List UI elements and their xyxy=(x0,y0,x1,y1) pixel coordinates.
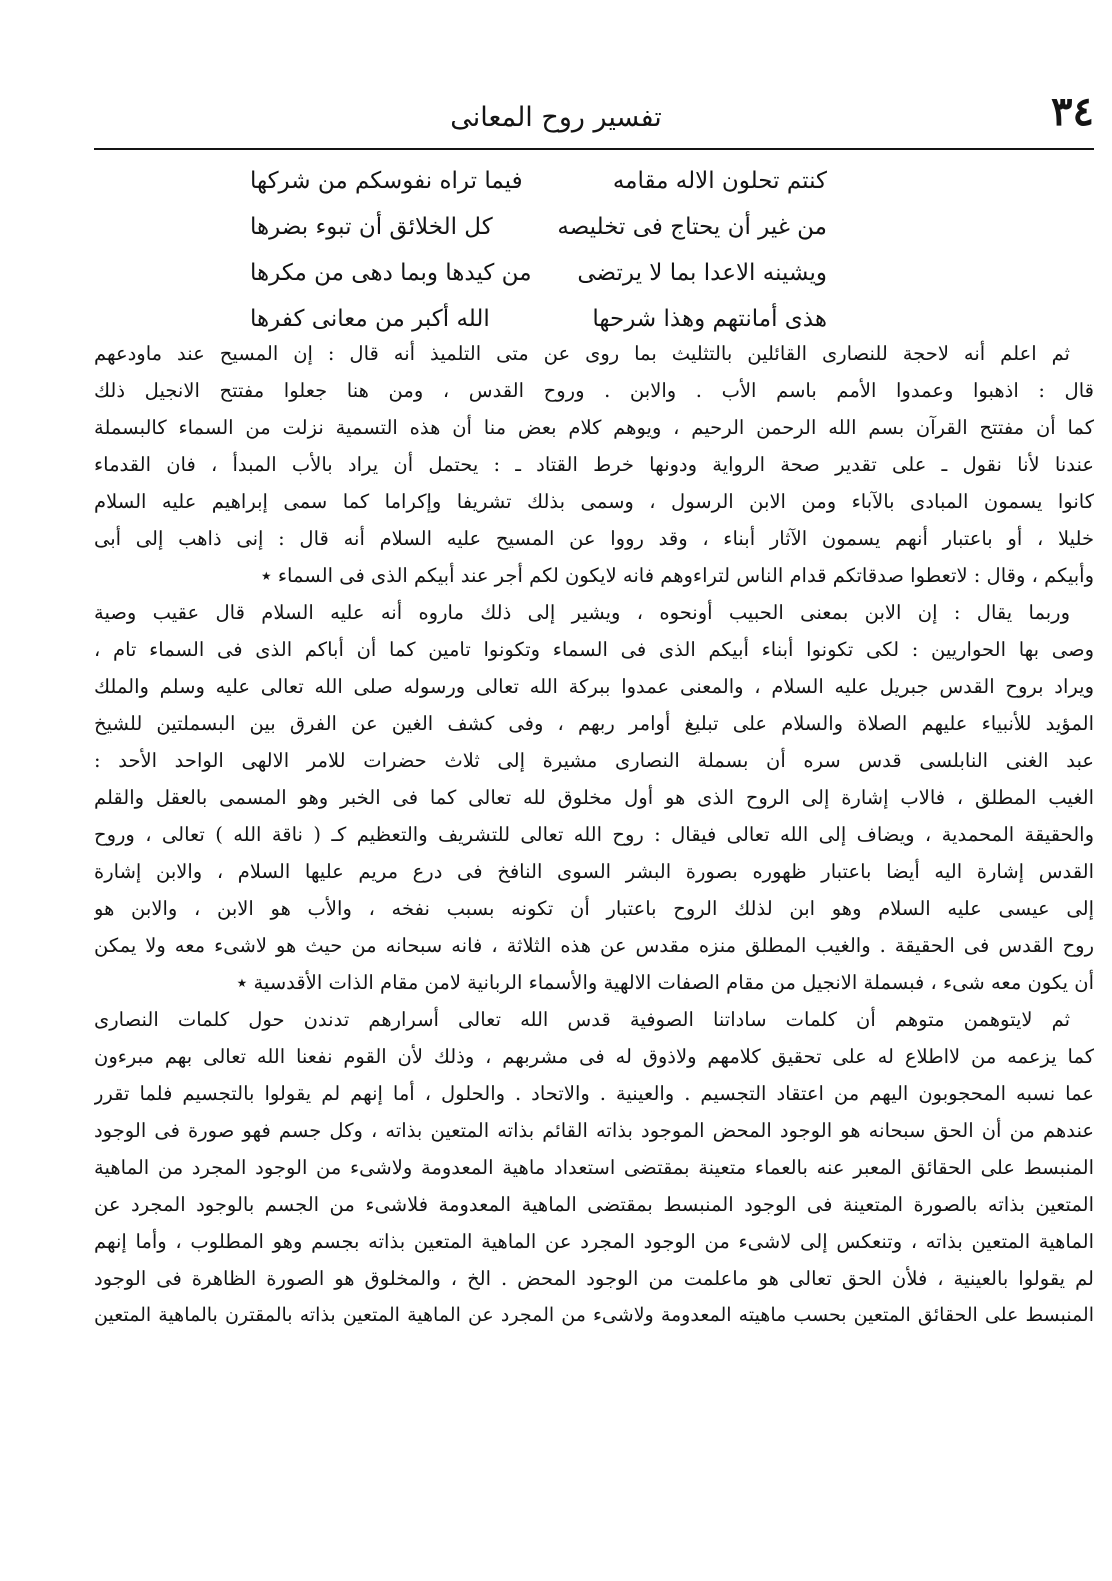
text-line: المنبسط على الحقائق المتعين بحسب ماهيته المعدومة ولاشىء من المجرد عن الماهية المتعين بذاته بالمقترن بالماهية المتعين xyxy=(94,1304,1094,1326)
poem-verse xyxy=(250,250,827,296)
text-line: كما أن مفتتح القرآن بسم الله الرحمن الرحيم ، ويوهم كلام بعض منا أن هذه التسمية نزلت من السماء كالبسملة xyxy=(94,416,1094,439)
text-line: أن يكون معه شىء ، فبسملة الانجيل من مقام الصفات الالهية والأسماء الربانية لامن مقام الذات الأقدسية ٭ xyxy=(236,971,1094,994)
verse-second-hemistich: من كيدها وبما دهى من مكرها xyxy=(250,260,532,286)
text-line: وربما يقال : إن الابن بمعنى الحبيب أونحوه ، ويشير إلى ذلك ماروه أنه عليه السلام قال عقيب وصية xyxy=(94,601,1070,624)
text-line: الماهية المتعين بذاته ، وتنعكس إلى لاشىء من الوجود المجرد عن الماهية المتعين بذاته بجسم وهو المطلوب ، وأما إنهم xyxy=(94,1230,1094,1253)
verse-first-hemistich: كنتم تحلون الاله مقامه xyxy=(612,168,827,194)
text-line: قال : اذهبوا وعمدوا الأمم باسم الأب . والابن . وروح القدس ، ومن هنا جعلوا مفتتح الانجيل ذلك xyxy=(94,379,1094,402)
verse-first-hemistich: من غير أن يحتاج فى تخليصه xyxy=(557,214,827,240)
text-line: كما يزعمه من لااطلاع له على تحقيق كلامهم ولاذوق له فى مشربهم ، وذلك لأن القوم نفعنا الله تعالى بهم مبرءون xyxy=(94,1045,1094,1068)
text-line: المؤيد للأنبياء عليهم الصلاة والسلام على تبليغ أوامر ربهم ، وفى كشف الغين عن الفرق بين البسملتين للشيخ xyxy=(94,712,1094,735)
text-line: ثم اعلم أنه لاحجة للنصارى القائلين بالتثليث بما روى عن متى التلميذ أنه قال : إن المسيح عند ماودعهم xyxy=(94,342,1070,365)
text-line: وصى بها الحواريين : لكى تكونوا أبناء أبيكم الذى فى السماء وتكونوا تامين كما أن أباكم الذى فى السماء تام ، xyxy=(94,638,1094,661)
body-text xyxy=(94,335,1094,1334)
poem-verse xyxy=(250,204,827,250)
page-number: ٣٤ xyxy=(1051,88,1094,135)
text-line: خليلا ، أو باعتبار أنهم يسمون الآثار أبناء ، وقد رووا عن المسيح عليه السلام أنه قال : إنى ذاهب إلى أبى xyxy=(94,527,1094,550)
running-title: تفسير روح المعانى xyxy=(450,102,662,133)
verse-second-hemistich: كل الخلائق أن تبوء بضرها xyxy=(250,214,493,240)
text-line: المتعين بذاته بالصورة المتعينة فى الوجود المنبسط بمقتضى الماهية المعدومة فلاشىء من الجسم بالوجود المجرد عن xyxy=(94,1193,1094,1216)
verse-second-hemistich: فيما تراه نفوسكم من شركها xyxy=(250,168,523,194)
text-line: عبد الغنى النابلسى قدس سره أن بسملة النصارى مشيرة إلى ثلاث حضرات للامر الالهى الواحد الأحد : xyxy=(94,749,1094,772)
header-rule xyxy=(94,148,1094,150)
text-line: ويراد بروح القدس جبريل عليه السلام ، والمعنى عمدوا ببركة الله تعالى ورسوله صلى الله تعالى عليه وسلم والملك xyxy=(94,675,1094,698)
text-line: القدس إشارة اليه أيضا باعتبار ظهوره بصورة البشر السوى النافخ فى درع مريم عليها السلام ، والابن إشارة xyxy=(94,860,1094,883)
text-line: المنبسط على الحقائق المعبر عنه بالعماء متعينة بمقتضى استعداد ماهية المعدومة ولاشىء من الوجود المجرد من الماهية xyxy=(94,1156,1094,1179)
text-line: عندنا لأنا نقول ـ على تقدير صحة الرواية ودونها خرط القتاد ـ : يحتمل أن يراد بالأب المبدأ ، فان القدماء xyxy=(94,453,1094,476)
verse-second-hemistich: الله أكبر من معانى كفرها xyxy=(250,306,490,332)
text-line: إلى عيسى عليه السلام وهو ابن لذلك الروح باعتبار أن تكونه بسبب نفخه ، والأب هو الابن ، والابن هو xyxy=(94,897,1094,920)
text-line: لم يقولوا بالعينية ، فلأن الحق تعالى هو ماعلمت من الوجود المحض . الخ ، والمخلوق هو الصورة الظاهرة فى الوجود xyxy=(94,1267,1094,1290)
poem-verse xyxy=(250,158,827,204)
text-line: الغيب المطلق ، فالاب إشارة إلى الروح الذى هو أول مخلوق لله تعالى كما فى الخبر وهو المسمى بالعقل والقلم xyxy=(94,786,1094,809)
text-line: ثم لايتوهمن متوهم أن كلمات ساداتنا الصوفية قدس الله تعالى أسرارهم تدندن حول كلمات النصارى xyxy=(94,1008,1070,1031)
verse-first-hemistich: هذى أمانتهم وهذا شرحها xyxy=(592,306,827,332)
text-line: وأبيكم ، وقال : لاتعطوا صدقاتكم قدام الناس لتراءوهم فانه لايكون لكم أجر عند أبيكم الذى فى السماء ٭ xyxy=(261,564,1094,587)
text-line: عما نسبه المحجوبون اليهم من اعتقاد التجسيم . والعينية . والاتحاد . والحلول ، أما إنهم لم يقولوا بالتجسيم فلما تقرر xyxy=(94,1082,1094,1105)
poem-block xyxy=(250,158,827,342)
verse-first-hemistich: ويشينه الاعدا بما لا يرتضى xyxy=(577,260,827,286)
text-line: كانوا يسمون المبادى بالآباء ومن الابن الرسول ، وسمى بذلك تشريفا وإكراما كما سمى إبراهيم عليه السلام xyxy=(94,490,1094,513)
text-line: روح القدس فى الحقيقة . والغيب المطلق منزه مقدس عن هذه الثلاثة ، فانه سبحانه من حيث هو لاشىء معه ولا يمكن xyxy=(94,934,1094,957)
text-line: عندهم من أن الحق سبحانه هو الوجود المحض الموجود بذاته القائم بذاته المتعين بذاته ، وكل جسم فهو صورة فى الوجود xyxy=(94,1119,1094,1142)
text-line: والحقيقة المحمدية ، ويضاف إلى الله تعالى فيقال : روح الله تعالى للتشريف والتعظيم كـ ( ناقة الله ) تعالى ، وروح xyxy=(94,823,1094,846)
